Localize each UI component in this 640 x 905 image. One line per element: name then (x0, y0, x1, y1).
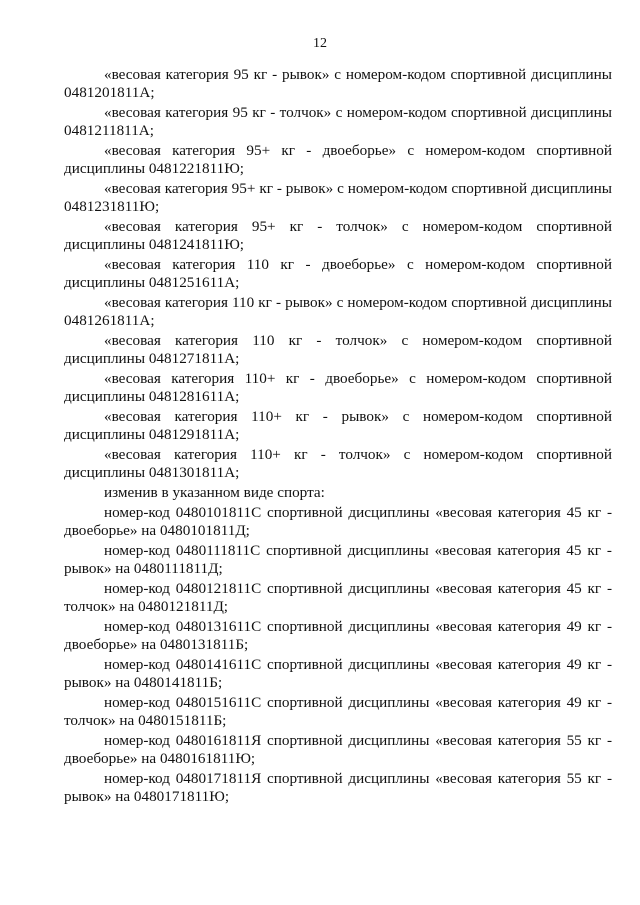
paragraph: «весовая категория 110 кг - двоеборье» с номером-кодом спортивной дисциплины 0481251611А; (64, 256, 612, 292)
paragraph: изменив в указанном виде спорта: (104, 484, 325, 501)
paragraph: номер-код 0480161811Я спортивной дисциплины «весовая категория 55 кг - двоеборье» на 0480161811Ю; (64, 732, 612, 768)
page-number: 12 (313, 36, 327, 51)
paragraph: номер-код 0480121811С спортивной дисциплины «весовая категория 45 кг - толчок» на 0480121811Д; (64, 580, 612, 616)
paragraph: номер-код 0480151611С спортивной дисциплины «весовая категория 49 кг - толчок» на 0480151811Б; (64, 694, 612, 730)
paragraph: «весовая категория 110+ кг - двоеборье» с номером-кодом спортивной дисциплины 0481281611А; (64, 370, 612, 406)
paragraph: «весовая категория 110 кг - рывок» с номером-кодом спортивной дисциплины 0481261811А; (64, 294, 612, 330)
paragraph: номер-код 0480101811С спортивной дисциплины «весовая категория 45 кг - двоеборье» на 0480101811Д; (64, 504, 612, 540)
paragraph: «весовая категория 95 кг - рывок» с номером-кодом спортивной дисциплины 0481201811А; (64, 66, 612, 102)
paragraph: номер-код 0480141611С спортивной дисциплины «весовая категория 49 кг - рывок» на 0480141811Б; (64, 656, 612, 692)
paragraph: «весовая категория 110+ кг - рывок» с номером-кодом спортивной дисциплины 0481291811А; (64, 408, 612, 444)
paragraph: номер-код 0480171811Я спортивной дисциплины «весовая категория 55 кг - рывок» на 0480171811Ю; (64, 770, 612, 806)
paragraph: «весовая категория 95 кг - толчок» с номером-кодом спортивной дисциплины 0481211811А; (64, 104, 612, 140)
paragraph: «весовая категория 95+ кг - двоеборье» с номером-кодом спортивной дисциплины 0481221811Ю; (64, 142, 612, 178)
paragraph: «весовая категория 95+ кг - рывок» с номером-кодом спортивной дисциплины 0481231811Ю; (64, 180, 612, 216)
paragraph: «весовая категория 110+ кг - толчок» с номером-кодом спортивной дисциплины 0481301811А; (64, 446, 612, 482)
paragraph: «весовая категория 95+ кг - толчок» с номером-кодом спортивной дисциплины 0481241811Ю; (64, 218, 612, 254)
paragraph: номер-код 0480111811С спортивной дисциплины «весовая категория 45 кг - рывок» на 0480111811Д; (64, 542, 612, 578)
paragraph: номер-код 0480131611С спортивной дисциплины «весовая категория 49 кг - двоеборье» на 0480131811Б; (64, 618, 612, 654)
paragraph: «весовая категория 110 кг - толчок» с номером-кодом спортивной дисциплины 0481271811А; (64, 332, 612, 368)
